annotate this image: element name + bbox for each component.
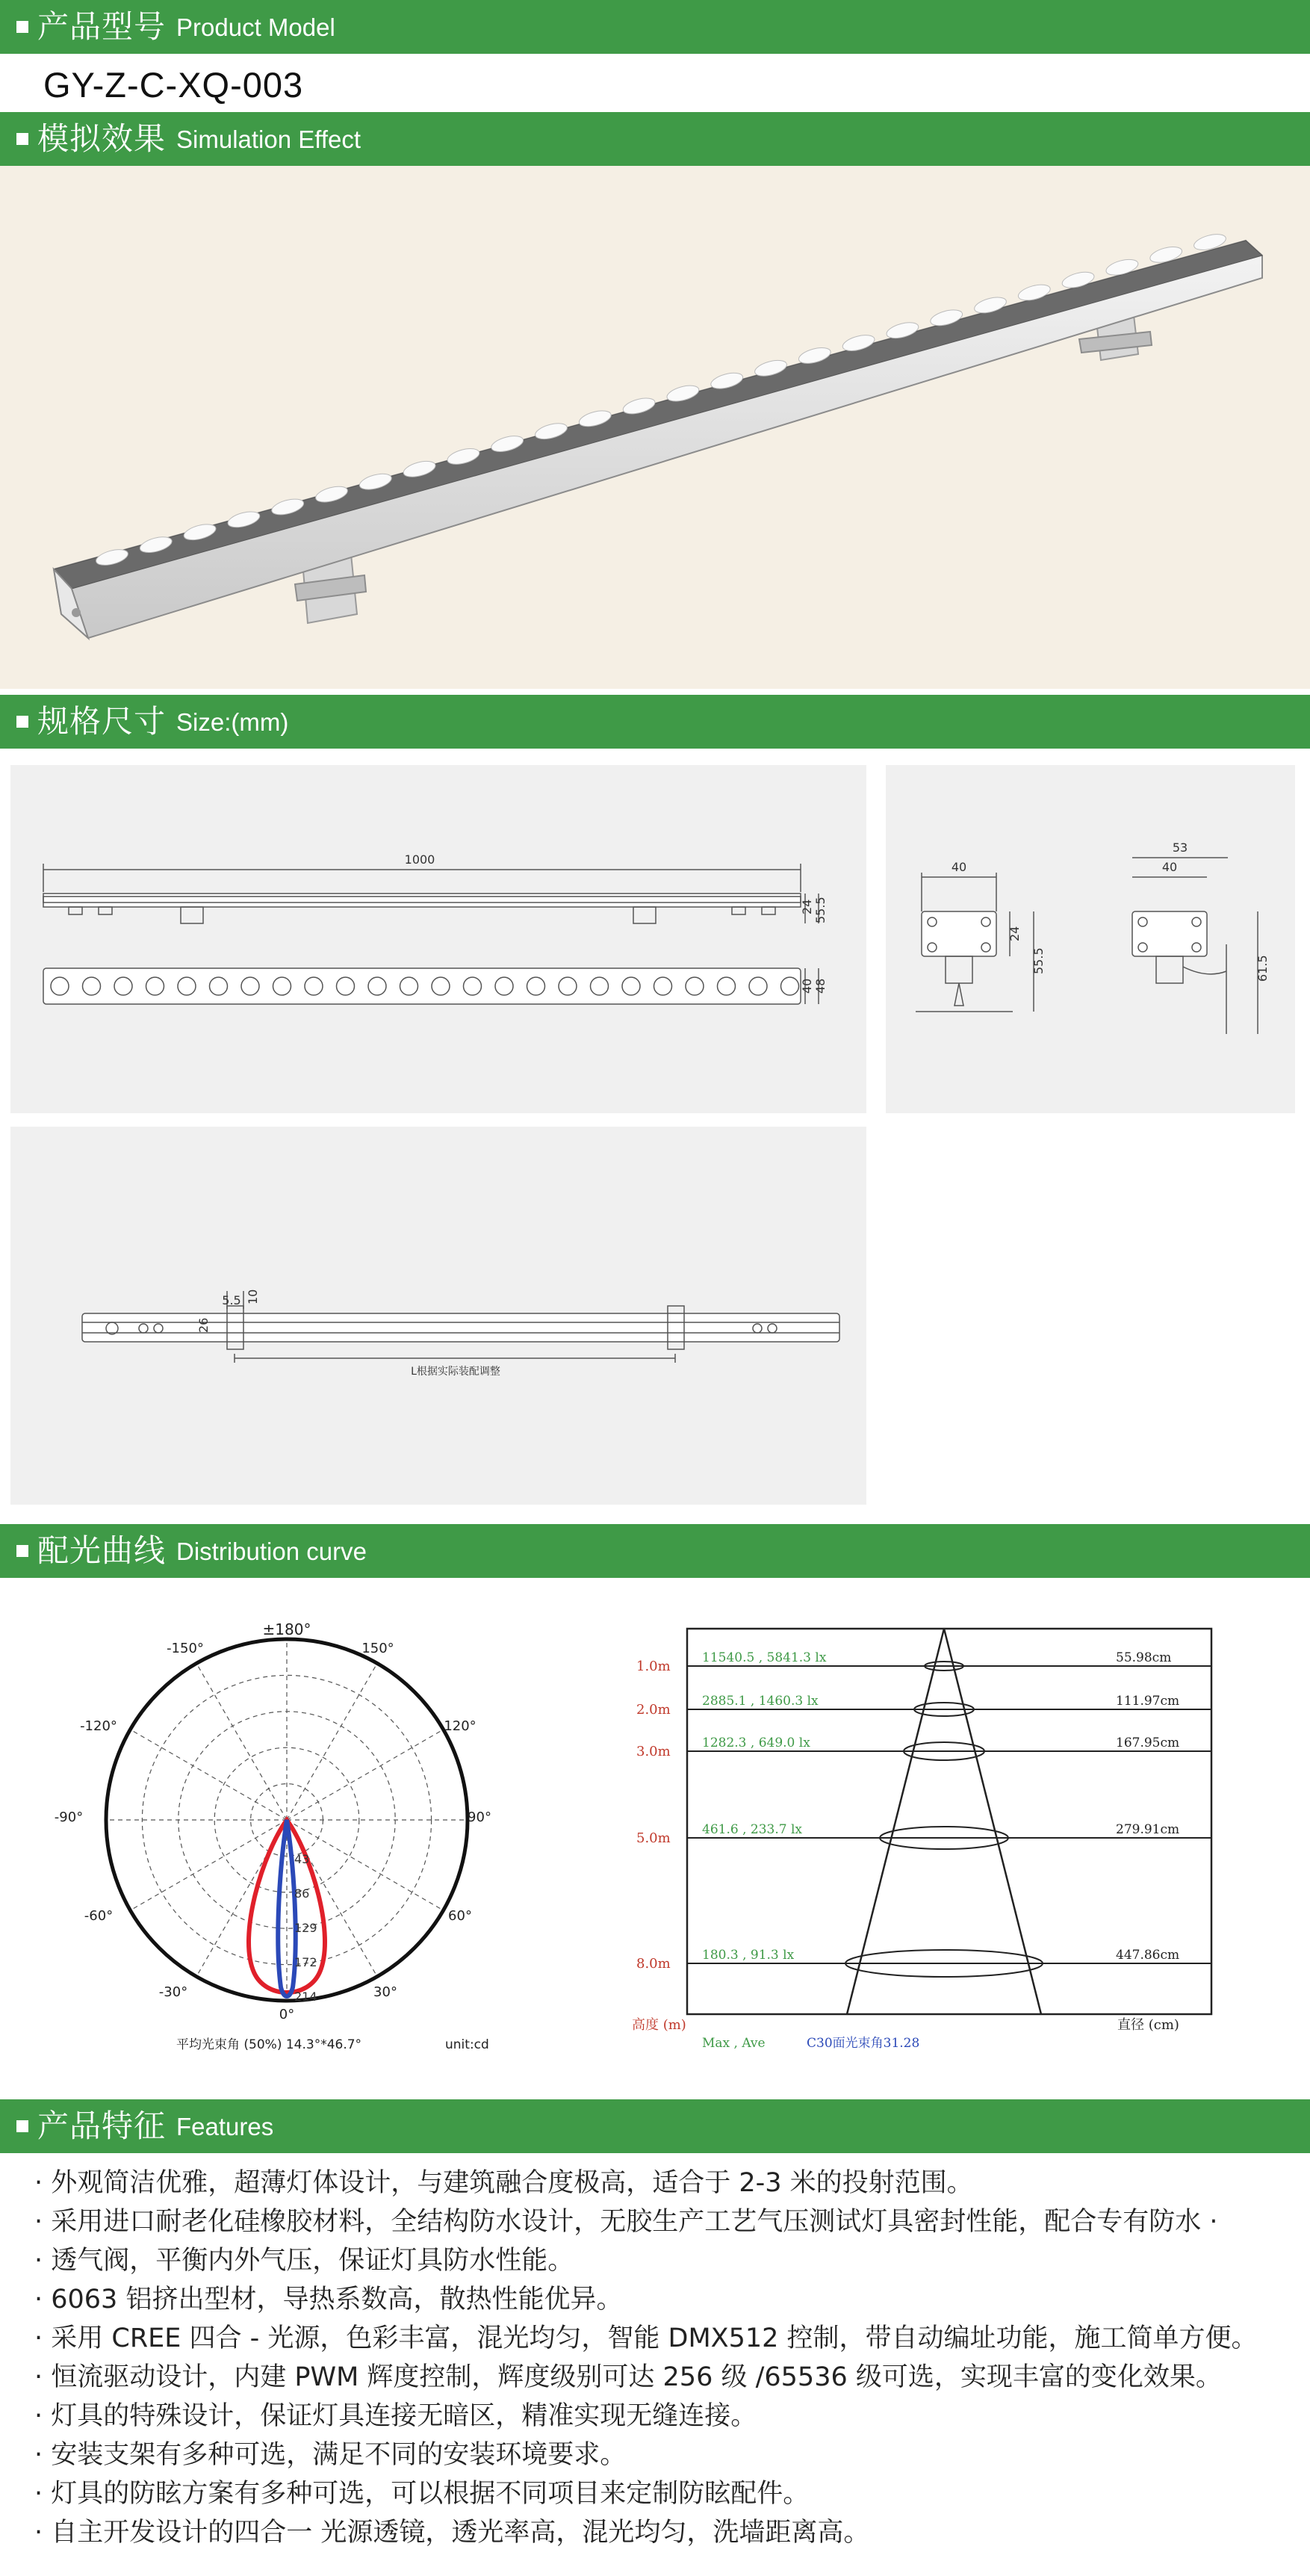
section-title-en: Product Model (176, 13, 335, 41)
distribution-curves (0, 1584, 1310, 2062)
section-title-en: Simulation Effect (176, 125, 361, 153)
section-title-zh: 规格尺寸 (37, 703, 167, 740)
section-header-features (0, 2099, 1310, 2153)
polar-ring-label: 214 (294, 1990, 317, 2004)
dim-d48: 48 (813, 978, 828, 994)
section-header-distribution (0, 1524, 1310, 1578)
feature-item: · 采用进口耐老化硅橡胶材料，全结构防水设计，无胶生产工艺气压测试灯具密封性能，配合专有防水 · (34, 2207, 1218, 2237)
cone-legend-max: Max , Ave (702, 2036, 766, 2051)
cone-distance-label: 3.0m (636, 1744, 671, 1759)
cone-distance-label: 8.0m (636, 1956, 671, 1972)
polar-angle-label: 90° (468, 1809, 491, 1825)
feature-item: · 灯具的防眩方案有多种可选，可以根据不同项目来定制防眩配件。 (34, 2479, 810, 2509)
bullet-square-icon (16, 133, 28, 145)
polar-ring-label: 172 (294, 1955, 317, 1969)
dim-side-w40: 40 (951, 860, 967, 874)
section-title-en: Features (176, 2112, 274, 2140)
bottom-view-drawing (10, 1127, 866, 1505)
polar-spoke (130, 1730, 287, 1820)
polar-angle-label: -30° (158, 1984, 188, 2000)
model-number: GY-Z-C-XQ-003 (43, 65, 304, 105)
cone-lux-label: 11540.5 , 5841.3 lx (702, 1650, 827, 1665)
section-title-zh: 产品特征 (37, 2108, 167, 2144)
polar-angle-label: 150° (361, 1641, 394, 1656)
drawing-panel-bottom (10, 1127, 866, 1505)
polar-angle-label: -60° (84, 1908, 114, 1924)
simulation-image (0, 166, 1310, 689)
dim-bottom-26: 26 (196, 1317, 211, 1333)
polar-spoke (196, 1663, 287, 1820)
cone-lux-label: 461.6 , 233.7 lx (702, 1822, 802, 1837)
dim-side-h24: 24 (1008, 926, 1022, 941)
section-header-product-model (0, 0, 1310, 54)
cone-diameter-value: 447.86cm (1116, 1948, 1180, 1963)
section-title-zh: 产品型号 (37, 8, 167, 45)
polar-spoke (287, 1663, 377, 1820)
dim-bottom-55: 5.5 (222, 1293, 241, 1307)
cone-lux-label: 180.3 , 91.3 lx (702, 1948, 795, 1963)
section-header-size (0, 695, 1310, 749)
dim-h24: 24 (800, 899, 814, 914)
dim-side-h55: 55.5 (1031, 947, 1046, 974)
polar-spoke (287, 1730, 444, 1820)
polar-unit: unit:cd (445, 2037, 489, 2052)
feature-item: · 灯具的特殊设计，保证灯具连接无暗区，精准实现无缝连接。 (34, 2401, 757, 2431)
cone-distance-label: 1.0m (636, 1659, 671, 1674)
polar-angle-label: -120° (80, 1718, 117, 1734)
wall-washer-render (0, 166, 1310, 689)
feature-item: · 恒流驱动设计，内建 PWM 辉度控制，辉度级别可达 256 级 /65536 级可选，实现丰富的变化效果。 (34, 2362, 1222, 2392)
bullet-square-icon (16, 21, 28, 33)
polar-ring-label: 129 (294, 1921, 317, 1935)
section-title-en: Distribution curve (176, 1537, 367, 1565)
feature-item: · 采用 CREE 四合 - 光源，色彩丰富，混光均匀，智能 DMX512 控制，带自动编址功能，施工简单方便。 (34, 2323, 1258, 2353)
drawing-panel-side (886, 765, 1295, 1113)
cone-legend-angle: C30面光束角31.28 (807, 2036, 920, 2051)
section-title-zh: 模拟效果 (37, 120, 167, 157)
feature-item: · 外观简洁优雅，超薄灯体设计，与建筑融合度极高，适合于 2-3 米的投射范围。 (34, 2168, 973, 2198)
dim-bottom-10: 10 (246, 1289, 260, 1304)
feature-item: · 透气阀，平衡内外气压，保证灯具防水性能。 (34, 2246, 574, 2276)
dim-d40: 40 (800, 978, 814, 994)
drawing-panel-front (10, 765, 866, 1113)
front-view-drawing (10, 765, 866, 1113)
cone-diameter-value: 55.98cm (1116, 1650, 1172, 1665)
cone-distance-label: 5.0m (636, 1830, 671, 1846)
bullet-square-icon (16, 2120, 28, 2132)
feature-item: · 安装支架有多种可选，满足不同的安装环境要求。 (34, 2440, 627, 2470)
dim-side2-w40: 40 (1161, 860, 1178, 874)
features-list (34, 2164, 1297, 2552)
feature-item: · 自主开发设计的四合一 光源透镜，透光率高，混光均匀，洗墙距离高。 (34, 2518, 870, 2548)
dim-side2-w53: 53 (1172, 840, 1188, 855)
polar-angle-label: 120° (444, 1718, 476, 1734)
polar-top-label: ±180° (262, 1620, 311, 1638)
dim-bottom-note: L根据实际装配调整 (411, 1366, 500, 1378)
cone-lux-label: 1282.3 , 649.0 lx (702, 1736, 810, 1750)
polar-angle-label: 60° (448, 1908, 472, 1924)
polar-angle-label: -90° (54, 1809, 84, 1825)
side-view-drawing (886, 765, 1295, 1113)
polar-angle-label: -150° (167, 1641, 204, 1656)
cone-diameter-value: 279.91cm (1116, 1822, 1180, 1837)
cone-height-label: 高度 (m) (632, 2017, 686, 2033)
cone-distance-label: 2.0m (636, 1702, 671, 1718)
feature-item: · 6063 铝挤出型材，导热系数高，散热性能优异。 (34, 2285, 623, 2315)
cone-lux-label: 2885.1 , 1460.3 lx (702, 1694, 819, 1709)
polar-angle-label: 30° (373, 1984, 397, 2000)
dim-h55: 55.5 (813, 897, 828, 923)
cone-diameter-value: 167.95cm (1116, 1736, 1180, 1750)
section-title-en: Size:(mm) (176, 708, 289, 736)
polar-ring-label: 43 (294, 1852, 310, 1866)
cone-diameter-value: 111.97cm (1116, 1694, 1180, 1709)
polar-angle-label: 0° (279, 2007, 295, 2022)
section-title-zh: 配光曲线 (37, 1532, 167, 1569)
cone-diameter-label: 直径 (cm) (1117, 2017, 1179, 2033)
polar-caption: 平均光束角 (50%) 14.3°*46.7° (176, 2037, 362, 2052)
cone-diagram (636, 1629, 1211, 2014)
section-header-simulation (0, 112, 1310, 166)
distribution-svg (0, 1584, 1310, 2062)
bullet-square-icon (16, 716, 28, 728)
dim-length: 1000 (404, 852, 435, 867)
dim-side2-h61: 61.5 (1255, 955, 1270, 982)
polar-ring-label: 86 (294, 1886, 310, 1901)
bullet-square-icon (16, 1545, 28, 1557)
